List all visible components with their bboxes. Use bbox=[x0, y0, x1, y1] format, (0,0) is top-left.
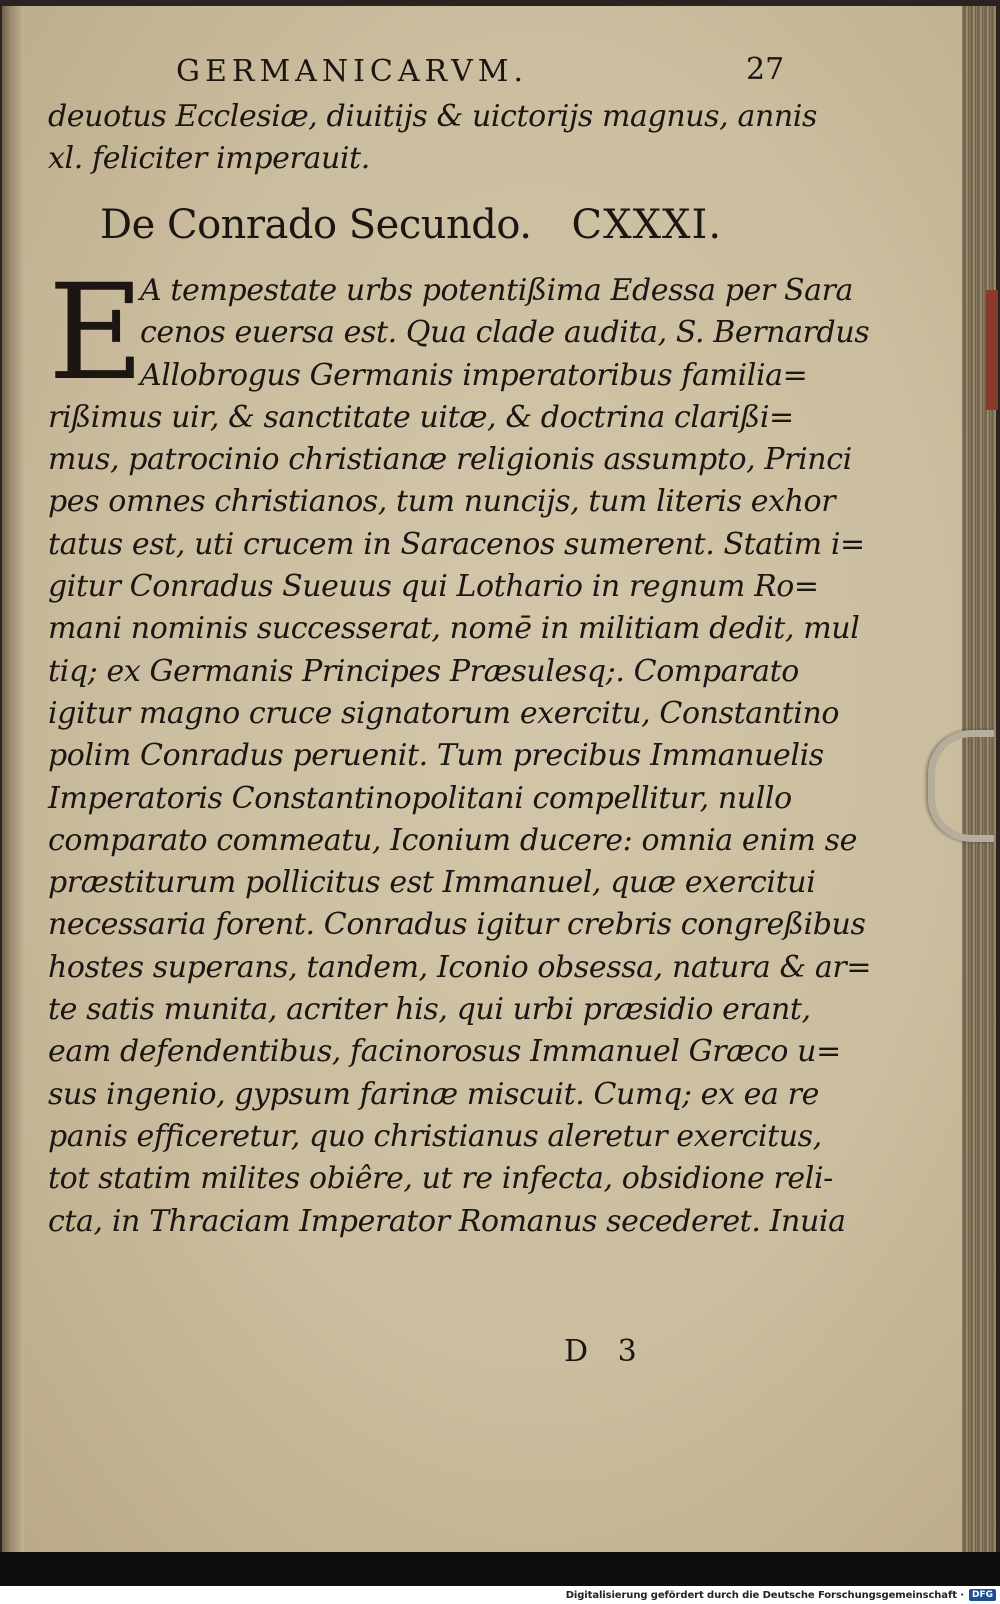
paragraph-line: eam defendentibus, facinorosus Immanuel Græco u= bbox=[48, 1034, 841, 1070]
digitization-credit bbox=[0, 1586, 1000, 1604]
intro-line: xl. feliciter imperauit. bbox=[48, 141, 370, 176]
paragraph-line: tot statim milites obiêre, ut re infecta, obsidione reli- bbox=[48, 1161, 833, 1197]
paragraph-line: cta, in Thraciam Imperator Romanus secederet. Inuia bbox=[48, 1203, 846, 1239]
paragraph-line: igitur magno cruce signatorum exercitu, Constantino bbox=[48, 695, 840, 731]
credit-text: Digitalisierung gefördert durch die Deutsche Forschungsgemeinschaft · bbox=[565, 1589, 964, 1601]
signature-mark: D 3 bbox=[564, 1334, 647, 1369]
paragraph-line: necessaria forent. Conradus igitur crebris congreßibus bbox=[48, 907, 866, 943]
running-head bbox=[48, 46, 808, 96]
binding-gutter bbox=[2, 6, 24, 1552]
chapter-title: De Conrado Secundo. bbox=[100, 202, 532, 248]
paragraph-line: panis efficeretur, quo christianus aleretur exercitus, bbox=[48, 1118, 822, 1154]
paragraph-line: hostes superans, tandem, Iconio obsessa, natura & ar= bbox=[48, 949, 872, 985]
paragraph-line: Imperatoris Constantinopolitani compellitur, nullo bbox=[48, 780, 792, 816]
paragraph-line: te satis munita, acriter his, qui urbi præsidio erant, bbox=[48, 992, 811, 1028]
intro-line: deuotus Ecclesiæ, diuitijs & uictorijs magnus, annis bbox=[48, 99, 817, 134]
chapter-number: CXXXI. bbox=[571, 202, 723, 248]
paper-page bbox=[2, 6, 977, 1552]
intro-text bbox=[48, 96, 817, 180]
scan-bottom-border bbox=[0, 1552, 1000, 1586]
page-text bbox=[48, 46, 872, 1243]
paragraph-line: tatus est, uti crucem in Saracenos sumerent. Statim i= bbox=[48, 526, 865, 562]
bookmark-tab bbox=[986, 290, 998, 410]
paragraph-line: pes omnes christianos, tum nuncijs, tum literis exhor bbox=[48, 484, 836, 520]
paragraph-line: sus ingenio, gypsum farinæ miscuit. Cumq; ex ea re bbox=[48, 1076, 819, 1112]
paragraph-line: gitur Conradus Sueuus qui Lothario in regnum Ro= bbox=[48, 569, 819, 605]
paragraph-line: rißimus uir, & sanctitate uitæ, & doctrina clarißi= bbox=[48, 399, 794, 435]
paragraph-line: mani nominis successerat, nomē in militiam dedit, mul bbox=[48, 611, 860, 647]
paragraph-line: tiq; ex Germanis Principes Præsulesq;. Comparato bbox=[48, 653, 799, 689]
paragraph-line: præstiturum pollicitus est Immanuel, quæ exercitui bbox=[48, 865, 816, 901]
paragraph-line: cenos euersa est. Qua clade audita, S. Bernardus bbox=[140, 315, 870, 351]
paragraph-line: Allobrogus Germanis imperatoribus familia= bbox=[140, 357, 808, 393]
running-head-title: GERMANICARVM. bbox=[176, 54, 528, 89]
paragraph-line: A tempestate urbs potentißima Edessa per Sara bbox=[140, 273, 854, 308]
book-clasp bbox=[928, 730, 994, 842]
paragraph-line: comparato commeatu, Iconium ducere: omnia enim se bbox=[48, 822, 857, 858]
paragraph-line: mus, patrocinio christianæ religionis assumpto, Princi bbox=[48, 442, 852, 478]
chapter-paragraph bbox=[48, 256, 872, 1243]
chapter-heading bbox=[100, 200, 808, 250]
drop-cap: E bbox=[48, 256, 145, 410]
page-number: 27 bbox=[746, 52, 785, 87]
dfg-logo-icon: DFG bbox=[969, 1589, 996, 1601]
paragraph-line: polim Conradus peruenit. Tum precibus Immanuelis bbox=[48, 738, 824, 774]
